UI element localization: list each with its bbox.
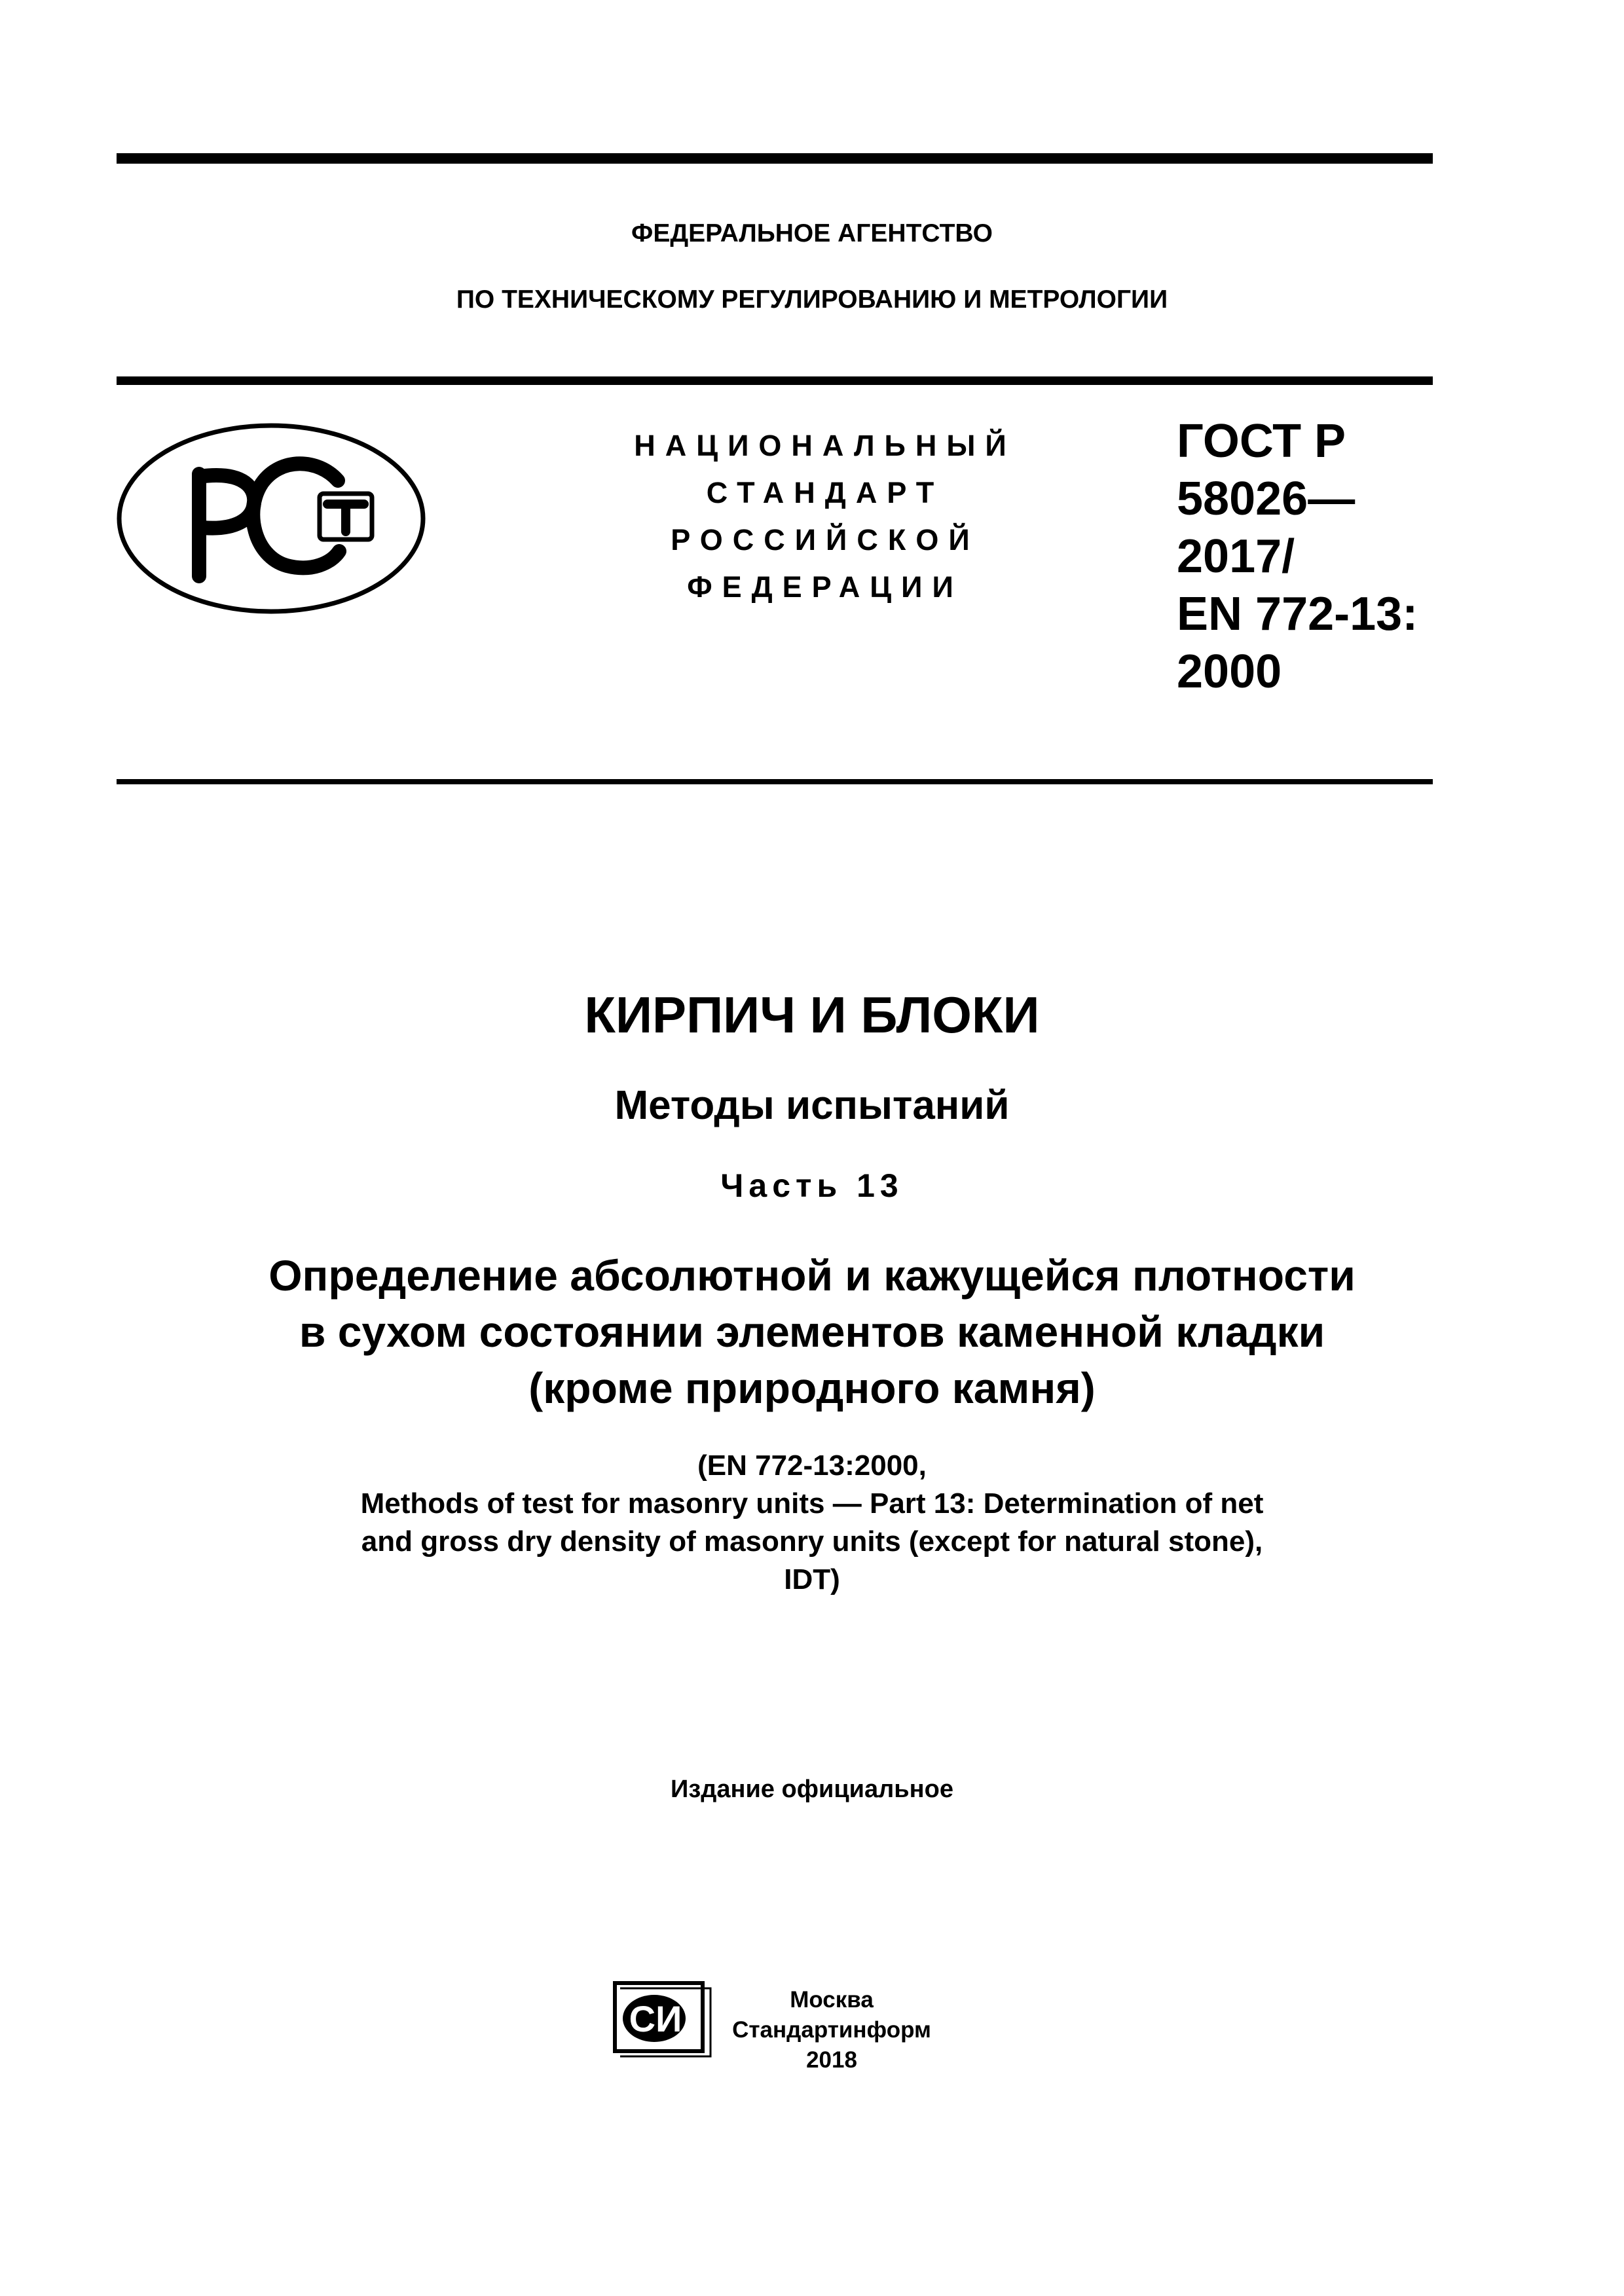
english-title-line: and gross dry density of masonry units (except for natural stone), xyxy=(361,1525,1263,1558)
full-title-line: (кроме природного камня) xyxy=(528,1364,1096,1412)
document-subtitle: Методы испытаний xyxy=(614,1083,1010,1128)
rst-certification-mark-icon xyxy=(115,420,427,617)
designation-line: 2000 xyxy=(1177,646,1282,698)
designation-line: 58026— xyxy=(1177,473,1356,525)
rst-letter-t xyxy=(320,494,372,539)
top-rule xyxy=(117,153,1433,164)
publisher-city: Москва xyxy=(790,1987,874,2013)
rst-letter-r xyxy=(199,474,254,576)
document-part: Часть 13 xyxy=(720,1167,904,1204)
english-title-line: (EN 772-13:2000, xyxy=(697,1449,927,1482)
edition-label: Издание официальное xyxy=(671,1776,953,1803)
national-standard-line: ФЕДЕРАЦИИ xyxy=(687,570,963,604)
document-full-title xyxy=(0,1247,1624,1416)
national-standard-label xyxy=(563,422,1087,611)
publisher-logo-text: СИ xyxy=(629,1998,682,2039)
full-title-line: Определение абсолютной и кажущейся плотности xyxy=(268,1251,1356,1300)
standartinform-logo-icon xyxy=(612,1980,716,2058)
agency-name-line-1: ФЕДЕРАЛЬНОЕ АГЕНТСТВО xyxy=(631,219,993,247)
national-standard-line: РОССИЙСКОЙ xyxy=(671,523,980,556)
english-title xyxy=(0,1447,1624,1599)
agency-name-line-2: ПО ТЕХНИЧЕСКОМУ РЕГУЛИРОВАНИЮ И МЕТРОЛОГИИ xyxy=(456,285,1168,314)
english-title-line: Methods of test for masonry units — Part 13: Determination of net xyxy=(360,1487,1264,1520)
english-title-line: IDT) xyxy=(784,1563,840,1595)
national-standard-line: НАЦИОНАЛЬНЫЙ xyxy=(634,429,1016,462)
bottom-rule xyxy=(117,779,1433,784)
designation-line: ГОСТ Р xyxy=(1177,415,1346,467)
document-title: КИРПИЧ И БЛОКИ xyxy=(584,986,1040,1044)
designation-line: 2017/ xyxy=(1177,530,1295,583)
standard-designation xyxy=(1177,412,1452,701)
national-standard-line: СТАНДАРТ xyxy=(706,476,944,509)
publisher-year: 2018 xyxy=(806,2047,857,2073)
designation-line: EN 772-13: xyxy=(1177,588,1418,640)
publisher-name: Стандартинформ xyxy=(732,2017,931,2043)
publisher-info xyxy=(724,1985,940,2075)
middle-rule xyxy=(117,376,1433,385)
full-title-line: в сухом состоянии элементов каменной кладки xyxy=(299,1307,1325,1356)
